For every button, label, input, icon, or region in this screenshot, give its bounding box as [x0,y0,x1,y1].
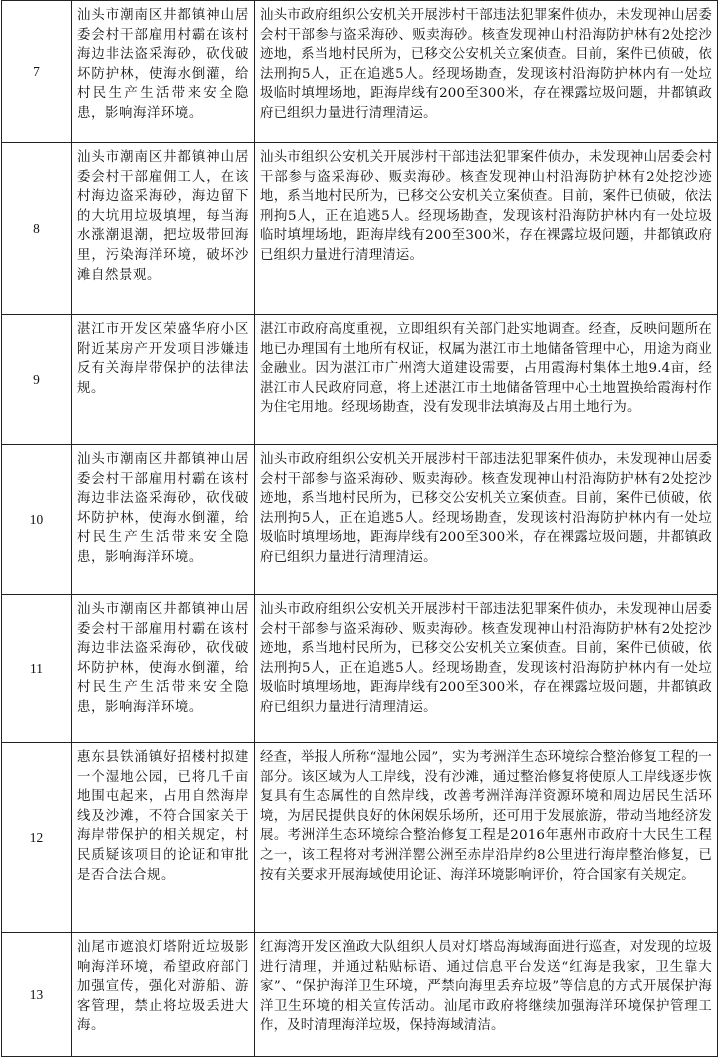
handling-result-text: 经查，举报人所称“湿地公园”，实为考洲洋生态环境综合整治修复工程的一部分。该区域为人工岸线，没有沙滩，通过整治修复将使原人工岸线逐步恢复具有生态属性的自然岸线，改善考洲洋海洋资源环境和周边居民生活环境，为居民提供良好的休闲娱乐场所，还可用于发展旅游，带动当地经济发展。考洲洋生态环境综合整治修复工程是2016年惠州市政府十大民生工程之一，该工程将对考洲洋罂公洲至赤岸沿岸约8公里进行海岸整治修复，已按有关要求开展海域使用论证、海洋环境影响评价，符合国家有关规定。 [255,743,718,933]
complaint-text: 汕头市潮南区井都镇神山居委会村干部雇用村霸在该村海边非法盗采海砂，砍伐破坏防护林，使海水倒灌，给村民生产生活带来安全隐患，影响海洋环境。 [72,1,255,143]
complaint-text: 湛江市开发区荣盛华府小区附近某房产开发项目涉嫌违反有关海岸带保护的法律法规。 [72,315,255,445]
complaint-table [1,0,718,1057]
complaint-text: 惠东县铁涌镇好招楼村拟建一个湿地公园，已将几千亩地围屯起来，占用自然海岸线及沙滩，不符合国家关于海岸带保护的相关规定，村民质疑该项目的论证和审批是否合法合规。 [72,743,255,933]
row-number: 10 [2,445,72,595]
table-row [2,743,718,933]
table-row [2,933,718,1057]
row-number: 12 [2,743,72,933]
table-row [2,445,718,595]
handling-result-text: 湛江市政府高度重视，立即组织有关部门赴实地调查。经查，反映问题所在地已办理国有土地所有权证，权属为湛江市土地储备管理中心，用途为商业金融业。因为湛江市广州湾大道建设需要，占用霞海村集体土地9.4亩，经湛江市人民政府同意，将上述湛江市土地储备管理中心土地置换给霞海村作为住宅用地。经现场勘查，没有发现非法填海及占用土地行为。 [255,315,718,445]
complaint-text: 汕头市潮南区井都镇神山居委会村干部雇用村霸在该村海边非法盗采海砂，砍伐破坏防护林，使海水倒灌，给村民生产生活带来安全隐患，影响海洋环境。 [72,595,255,743]
handling-result-text: 汕头市政府组织公安机关开展涉村干部违法犯罪案件侦办，未发现神山居委会村干部参与盗采海砂、贩卖海砂。核查发现神山村沿海防护林有2处挖沙迹地，系当地村民所为，已移交公安机关立案侦查。目前，案件已侦破，依法刑拘5人，正在追逃5人。经现场勘查，发现该村沿海防护林内有一处垃圾临时填埋场地，距海岸线有200至300米，存在裸露垃圾问题，井都镇政府已组织力量进行清理清运。 [255,595,718,743]
complaint-text: 汕头市潮南区井都镇神山居委会村干部雇用村霸在该村海边非法盗采海砂，砍伐破坏防护林，使海水倒灌，给村民生产生活带来安全隐患，影响海洋环境。 [72,445,255,595]
row-number: 8 [2,143,72,315]
complaint-text: 汕头市潮南区井都镇神山居委会村干部雇佣工人，在该村海边盗采海砂，海边留下的大坑用垃圾填埋，每当海水涨潮退潮，把垃圾带回海里，污染海洋环境，破坏沙滩自然景观。 [72,143,255,315]
handling-result-text: 汕头市政府组织公安机关开展涉村干部违法犯罪案件侦办，未发现神山居委会村干部参与盗采海砂、贩卖海砂。核查发现神山村沿海防护林有2处挖沙迹地，系当地村民所为，已移交公安机关立案侦查。目前，案件已侦破，依法刑拘5人，正在追逃5人。经现场勘查，发现该村沿海防护林内有一处垃圾临时填埋场地，距海岸线有200至300米，存在裸露垃圾问题，井都镇政府已组织力量进行清理清运。 [255,1,718,143]
complaint-text: 汕尾市遮浪灯塔附近垃圾影响海洋环境，希望政府部门加强宣传，强化对游船、游客管理，禁止将垃圾丢进大海。 [72,933,255,1057]
table-row [2,143,718,315]
handling-result-text: 汕头市组织公安机关开展涉村干部违法犯罪案件侦办，未发现神山居委会村干部参与盗采海砂、贩卖海砂。核查发现神山村沿海防护林有2处挖沙迹地，系当地村民所为，已移交公安机关立案侦查。目前，案件已侦破，依法刑拘5人，正在追逃5人。经现场勘查，发现该村沿海防护林内有一处垃圾临时填埋场地，距海岸线有200至300米，存在裸露垃圾问题，井都镇政府已组织力量进行清理清运。 [255,143,718,315]
row-number: 11 [2,595,72,743]
row-number: 9 [2,315,72,445]
handling-result-text: 汕头市政府组织公安机关开展涉村干部违法犯罪案件侦办，未发现神山居委会村干部参与盗采海砂、贩卖海砂。核查发现神山村沿海防护林有2处挖沙迹地，系当地村民所为，已移交公安机关立案侦查。目前，案件已侦破，依法刑拘5人，正在追逃5人。经现场勘查，发现该村沿海防护林内有一处垃圾临时填埋场地，距海岸线有200至300米，存在裸露垃圾问题，井都镇政府已组织力量进行清理清运。 [255,445,718,595]
table-row [2,595,718,743]
table-row [2,315,718,445]
row-number: 13 [2,933,72,1057]
table-row [2,1,718,143]
handling-result-text: 红海湾开发区渔政大队组织人员对灯塔岛海域海面进行巡查，对发现的垃圾进行清理，并通过粘贴标语、通过信息平台发送“红海是我家，卫生靠大家”、“保护海洋卫生环境，严禁向海里丢弃垃圾”等信息的方式开展保护海洋卫生环境的相关宣传活动。汕尾市政府将继续加强海洋环境保护管理工作，及时清理海洋垃圾，保持海域清洁。 [255,933,718,1057]
row-number: 7 [2,1,72,143]
